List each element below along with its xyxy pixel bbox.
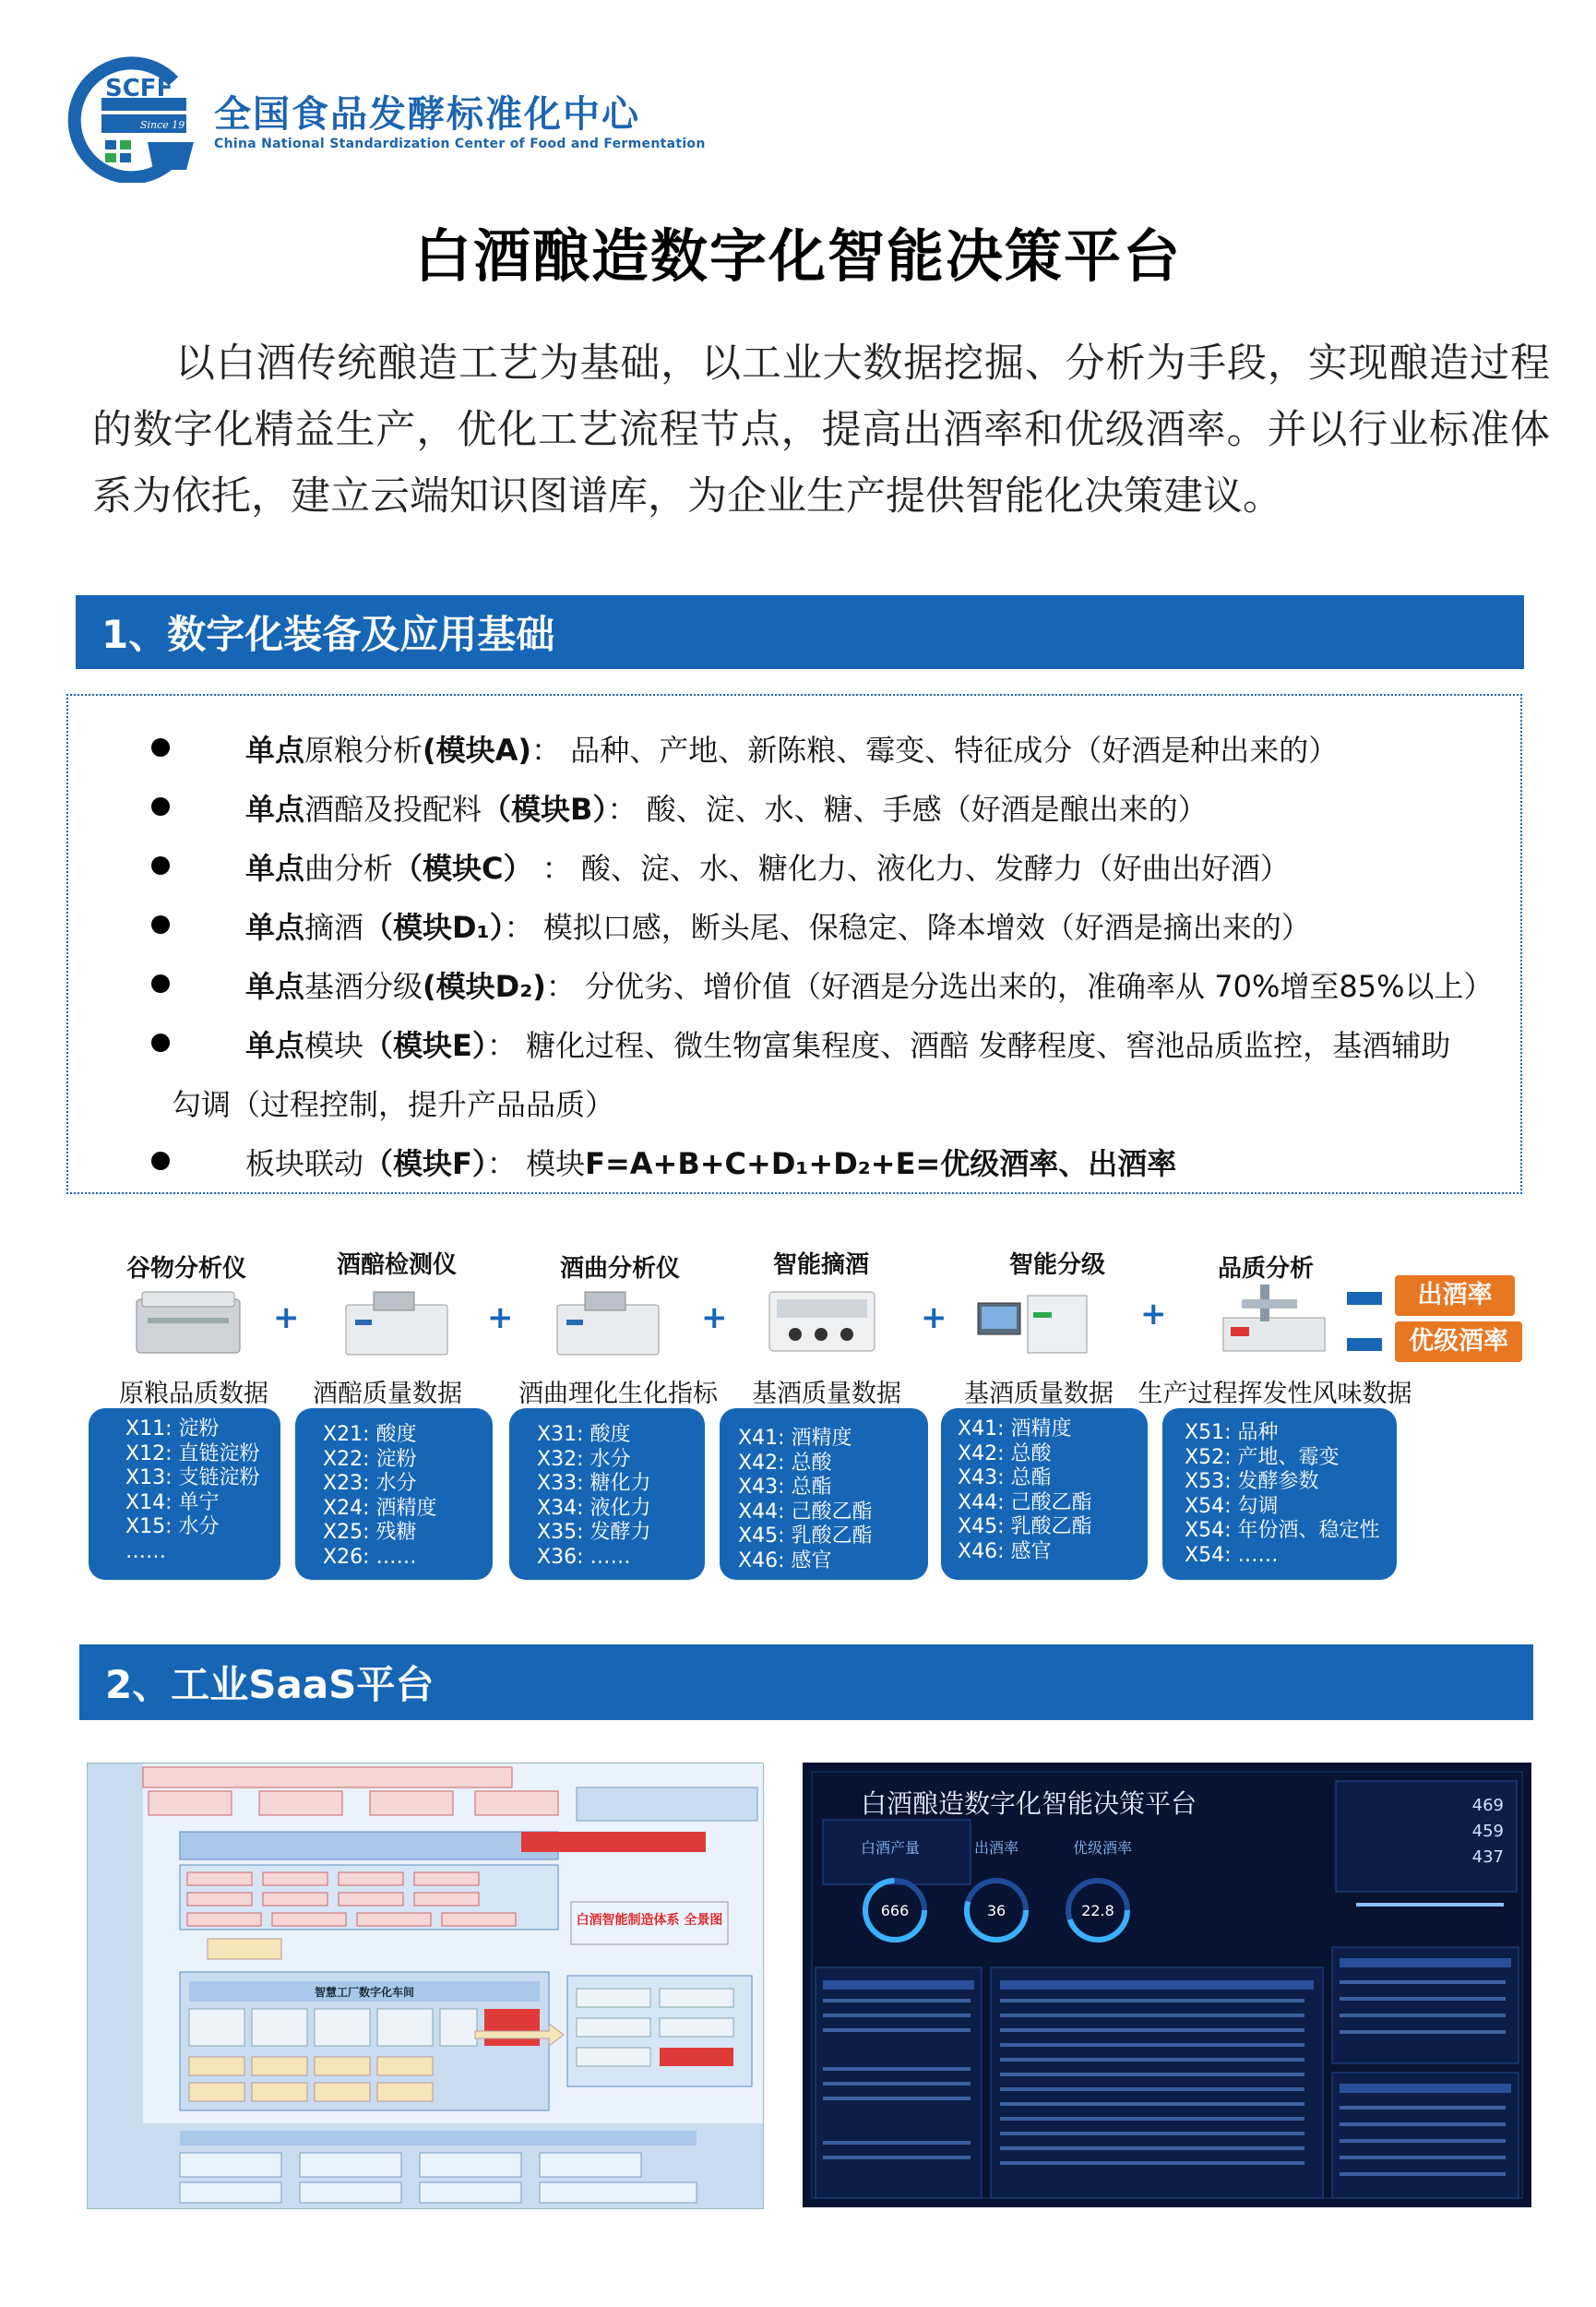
equipment-data-label: 生产过程挥发性风味数据 <box>1137 1380 1412 1408</box>
smart-distillation-icon <box>762 1283 882 1357</box>
module-list-box: 单点原粮分析(模块A)： 品种、产地、新陈粮、霉变、特征成分（好酒是种出来的） 单点酒醅及投配料（模块B）： 酸、淀、水、糖、手感（好酒是酿出来的） 单点曲分析（模块C） ： 酸、淀、水、糖化力、液化力、发酵力（好曲出好酒） 单点摘酒（模块D₁）： 模拟口感，断头尾、保稳定、降本增效（好酒是摘出来的） 单点基酒分级(模块D₂)： 分优劣、增价值（好酒是分选出来的，准确率从 70%增至85%以上） 单点模块（模块E）： 糖化过程、微生物富集程度、酒醅 发酵程度、窖池品质监控，基酒辅助 勾调（过程控制，提升产品品质） 板块联动（模块F）： 模块F=A+B+C+D₁+D₂+E=优级酒率、出酒率 <box>66 694 1522 1194</box>
plus-icon: + <box>273 1299 300 1336</box>
section-2-header: 2、工业SaaS平台 <box>79 1644 1533 1720</box>
result-premium-box: 优级酒率 <box>1395 1321 1522 1362</box>
bullet-icon <box>151 915 170 934</box>
plus-icon: + <box>701 1299 728 1336</box>
page-title: 白酒酿造数字化智能决策平台 <box>413 222 1182 290</box>
equipment-data-label: 基酒质量数据 <box>752 1380 901 1408</box>
system-architecture-diagram <box>87 1763 764 2209</box>
plus-icon: + <box>921 1299 947 1336</box>
plus-icon: + <box>487 1299 514 1336</box>
data-card-koji: X31: 酸度 X32: 水分 X33: 糖化力 X34: 液化力 X35: 发酵力 X36: …… <box>509 1408 705 1580</box>
equals-bar <box>1347 1292 1382 1305</box>
bullet-icon <box>151 974 170 993</box>
svg-text:智慧工厂数字化车间: 智慧工厂数字化车间 <box>314 1986 415 1999</box>
svg-text:22.8: 22.8 <box>1081 1902 1114 1919</box>
svg-text:白酒酿造数字化智能决策平台: 白酒酿造数字化智能决策平台 <box>860 1788 1197 1819</box>
quality-analysis-icon <box>1214 1281 1334 1355</box>
svg-text:出酒率: 出酒率 <box>973 1839 1019 1857</box>
svg-text:SCFF: SCFF <box>105 75 173 102</box>
svg-text:437: 437 <box>1471 1847 1504 1867</box>
svg-text:白酒智能制造体系 全景图: 白酒智能制造体系 全景图 <box>576 1913 723 1928</box>
equipment-data-label: 基酒质量数据 <box>964 1380 1114 1408</box>
svg-text:36: 36 <box>986 1902 1006 1919</box>
svg-text:白酒产量: 白酒产量 <box>860 1839 921 1857</box>
scff-logo <box>65 54 203 183</box>
smart-grading-icon <box>972 1285 1092 1358</box>
equipment-title: 智能分级 <box>1008 1251 1105 1279</box>
data-card-grain: X11: 淀粉 X12: 直链淀粉 X13: 支链淀粉 X14: 单宁 X15: 水分 …… <box>89 1408 280 1580</box>
equipment-title: 酒曲分析仪 <box>559 1255 680 1283</box>
decision-dashboard-screenshot <box>803 1763 1531 2207</box>
grain-analyzer-icon <box>129 1286 249 1360</box>
equipment-title: 谷物分析仪 <box>125 1255 246 1283</box>
data-card-distillation: X41: 酒精度 X42: 总酸 X43: 总酯 X44: 己酸乙酯 X45: 乳酸乙酯 X46: 感官 <box>720 1408 928 1580</box>
svg-text:Since 1970: Since 1970 <box>140 119 198 131</box>
svg-text:459: 459 <box>1471 1822 1504 1841</box>
equipment-title: 品质分析 <box>1217 1255 1314 1283</box>
svg-text:469: 469 <box>1471 1796 1504 1815</box>
data-card-grading: X41: 酒精度 X42: 总酸 X43: 总酯 X44: 己酸乙酯 X45: 乳酸乙酯 X46: 感官 <box>941 1408 1148 1580</box>
module-item-continued: 勾调（过程控制，提升产品品质） <box>172 1087 615 1122</box>
equals-bar <box>1347 1338 1382 1351</box>
org-name: 全国食品发酵标准化中心 <box>214 93 640 136</box>
svg-text:优级酒率: 优级酒率 <box>1072 1839 1133 1857</box>
equipment-data-label: 酒曲理化生化指标 <box>518 1380 718 1408</box>
org-name-en: China National Standardization Center of Food and Fermentation <box>214 137 706 151</box>
intro-paragraph: 以白酒传统酿造工艺为基础，以工业大数据挖掘、分析为手段，实现酿造过程的数字化精益生产，优化工艺流程节点，提高出酒率和优级酒率。并以行业标准体系为依托，建立云端知识图谱库，为企业生产提供智能化决策建议。 <box>92 341 1550 520</box>
data-card-fermented-grain: X21: 酸度 X22: 淀粉 X23: 水分 X24: 酒精度 X25: 残糖 X26: …… <box>295 1408 493 1580</box>
koji-analyzer-icon <box>548 1286 668 1360</box>
bullet-icon <box>151 1034 170 1052</box>
data-card-quality: X51: 品种 X52: 产地、霉变 X53: 发酵参数 X54: 勾调 X54: 年份酒、稳定性 X54: …… <box>1162 1408 1397 1580</box>
section-1-header: 1、数字化装备及应用基础 <box>76 595 1524 669</box>
fermented-grain-detector-icon <box>337 1286 457 1360</box>
result-yield-box: 出酒率 <box>1395 1275 1515 1316</box>
equipment-data-label: 原粮品质数据 <box>119 1380 268 1408</box>
bullet-icon <box>151 738 170 757</box>
plus-icon: + <box>1140 1296 1167 1333</box>
equipment-title: 智能摘酒 <box>772 1251 869 1279</box>
equipment-title: 酒醅检测仪 <box>336 1251 457 1279</box>
bullet-icon <box>151 1152 170 1170</box>
bullet-icon <box>151 856 170 875</box>
bullet-icon <box>151 797 170 816</box>
svg-text:666: 666 <box>880 1902 910 1919</box>
equipment-data-label: 酒醅质量数据 <box>313 1380 462 1408</box>
